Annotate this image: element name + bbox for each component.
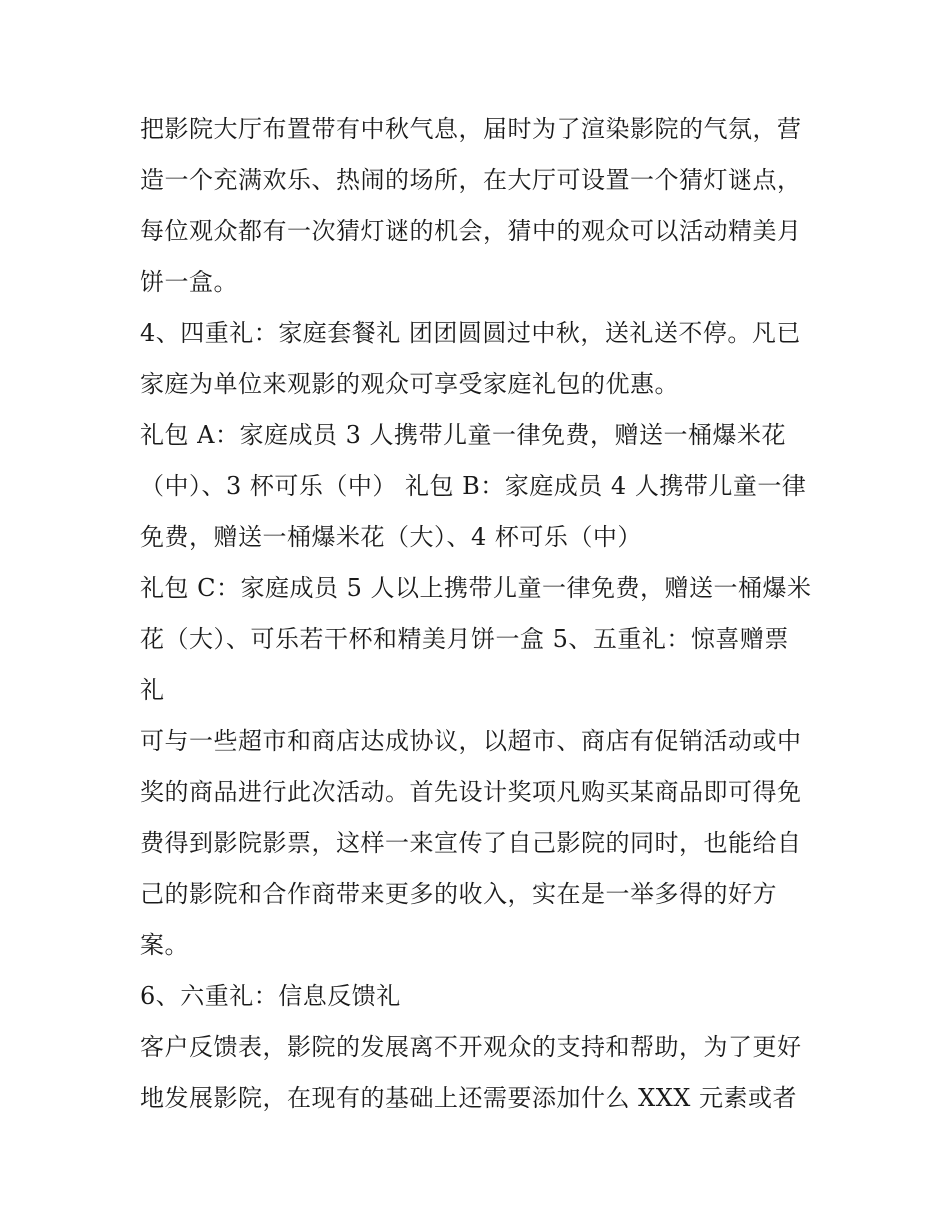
text-line: 礼包 A：家庭成员 3 人携带儿童一律免费，赠送一桶爆米花	[140, 421, 786, 449]
text-line: 客户反馈表，影院的发展离不开观众的支持和帮助，为了更好	[140, 1033, 802, 1061]
text-line: 6、六重礼：信息反馈礼	[140, 982, 401, 1010]
text-line: 造一个充满欢乐、热闹的场所，在大厅可设置一个猜灯谜点，	[140, 166, 802, 194]
text-line: 地发展影院，在现有的基础上还需要添加什么 XXX 元素或者	[140, 1084, 798, 1112]
text-line: （中）、3 杯可乐（中） 礼包 B：家庭成员 4 人携带儿童一律	[140, 472, 807, 500]
text-line: 礼包 C：家庭成员 5 人以上携带儿童一律免费，赠送一桶爆米	[140, 574, 812, 602]
text-line: 费得到影院影票，这样一来宣传了自己影院的同时，也能给自	[140, 829, 802, 857]
text-line: 案。	[140, 931, 189, 959]
text-line: 家庭为单位来观影的观众可享受家庭礼包的优惠。	[140, 370, 679, 398]
text-line: 己的影院和合作商带来更多的收入，实在是一举多得的好方	[140, 880, 777, 908]
text-line: 把影院大厅布置带有中秋气息，届时为了渲染影院的气氛，营	[140, 115, 802, 143]
text-line: 饼一盒。	[140, 268, 238, 296]
text-line: 奖的商品进行此次活动。首先设计奖项凡购买某商品即可得免	[140, 778, 802, 806]
text-line: 免费，赠送一桶爆米花（大）、4 杯可乐（中）	[140, 523, 642, 551]
text-line: 花（大）、可乐若干杯和精美月饼一盒 5、五重礼：惊喜赠票	[140, 625, 789, 653]
text-line: 可与一些超市和商店达成协议，以超市、商店有促销活动或中	[140, 727, 802, 755]
text-line: 4、四重礼：家庭套餐礼 团团圆圆过中秋，送礼送不停。凡已	[140, 319, 801, 347]
document-body	[140, 104, 830, 1124]
text-line: 每位观众都有一次猜灯谜的机会，猜中的观众可以活动精美月	[140, 217, 802, 245]
text-line: 礼	[140, 676, 165, 704]
